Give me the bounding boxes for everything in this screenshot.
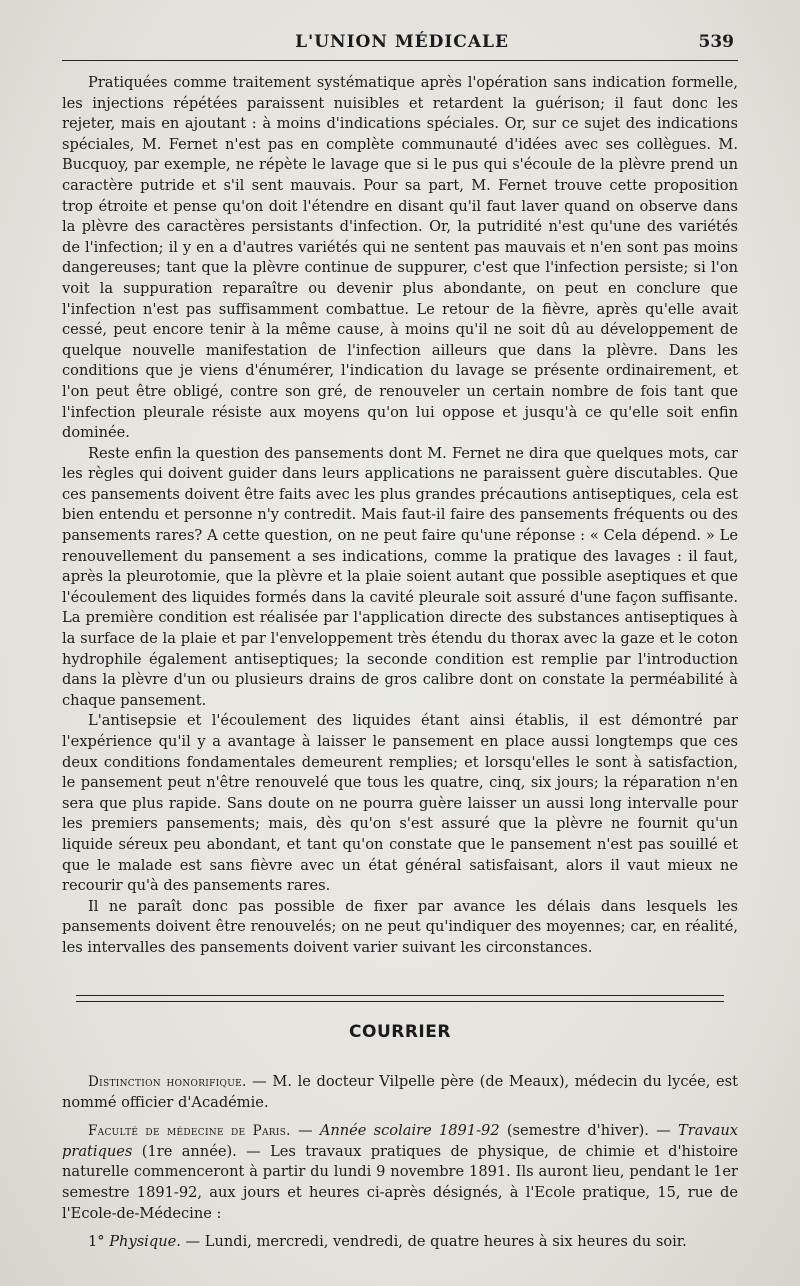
courrier-section <box>62 1072 738 1261</box>
list-number: 1° <box>88 1233 110 1251</box>
academic-year: Année scolaire 1891-92 <box>319 1122 500 1140</box>
courrier-text: — Lundi, mercredi, vendredi, de quatre heures à six heures du soir. <box>180 1233 687 1251</box>
courrier-text: — M. le docteur Vilpelle père (de Meaux), médecin du lycée, est nommé officier d'Académie. <box>62 1073 738 1111</box>
header-rule <box>62 60 738 61</box>
paragraph-antisepsie: L'antisepsie et l'écoulement des liquides étant ainsi établis, il est démontré par l'expérience qu'il y a avantage à laisser le pansement en place aussi longtemps que ces deux conditions fondamentales demeurent remplies; et lorsqu'elles le sont à satisfaction, le pansement peut n'être renouvelé que tous les quatre, cinq, six jours; la réparation n'en sera que plus rapide. Sans doute on ne pourra guère laisser un aussi long intervalle pour les premiers pansements; mais, dès qu'on s'est assuré que la plèvre ne fournit qu'un liquide séreux peu abondant, et tant qu'on constate que le pansement n'est pas souillé et que le malade est sans fièvre avec un état général satisfaisant, alors il vaut mieux ne recourir qu'à des pansements rares. <box>62 712 738 895</box>
journal-title: L'UNION MÉDICALE <box>295 32 509 52</box>
paragraph-lavage: Pratiquées comme traitement systématique après l'opération sans indication formelle, les injections répétées paraissent nuisibles et retardent la guérison; il faut donc les rejeter, mais en ajoutant : à moins d'indications spéciales. Or, sur ce sujet des indications spéciales, M. Fernet n'est pas en complète communauté d'idées avec ses collègues. M. Bucquoy, par exemple, ne répète le lavage que si le pus qui s'écoule de la plèvre prend un caractère putride et s'il sent mauvais. Pour sa part, M. Fernet trouve cette proposition trop étroite et pense qu'on doit l'étendre en disant qu'il faut laver quand on observe dans la plèvre des caractères persistants d'infection. Or, la putridité n'est qu'une des variétés de l'infection; il y en a d'autres variétés qui ne sentent pas mauvais et n'en sont pas moins dangereuses; tant que la plèvre continue de suppurer, c'est que l'infection persiste; si l'on voit la suppuration reparaître ou devenir plus abondante, on peut en conclure que l'infection n'est pas suffisamment combattue. Le retour de la fièvre, après qu'elle avait cessé, peut encore tenir à la même cause, à moins qu'il ne soit dû au développement de quelque nouvelle manifestation de l'infection ailleurs que dans la plèvre. Dans les conditions que je viens d'énumérer, l'indication du lavage se présente ordinairement, et l'on peut être obligé, contre son gré, de renouveler un certain nombre de fois tant que l'infection pleurale résiste aux moyens qu'on lui oppose et jusqu'à ce qu'elle soit enfin dominée. <box>62 74 738 442</box>
courrier-item-faculte <box>62 1121 738 1224</box>
paragraph-pansements: Reste enfin la question des pansements dont M. Fernet ne dira que quelques mots, car les règles qui doivent guider dans leurs applications ne paraissent guère discutables. Que ces pansements doivent être faits avec les plus grandes précautions antiseptiques, cela est bien entendu et personne n'y contredit. Mais faut-il faire des pansements fréquents ou des pansements rares? A cette question, on ne peut faire qu'une réponse : « Cela dépend. » Le renouvellement du pansement a ses indications, comme la pratique des lavages : il faut, après la pleurotomie, que la plèvre et la plaie soient autant que possible aseptiques et que l'écoulement des liquides formés dans la cavité pleurale soit assuré d'une façon suffisante. La première condition est réalisée par l'application directe des substances antiseptiques à la surface de la plaie et par l'enveloppement très étendu du thorax avec la gaze et le coton hydrophile également antiseptiques; la seconde condition est remplie par l'introduction dans la plèvre d'un ou plusieurs drains de gros calibre dont on constate la perméabilité à chaque pansement. <box>62 444 738 709</box>
courrier-item-physique <box>62 1232 738 1253</box>
semester-text: (semestre d'hiver). — <box>499 1122 678 1140</box>
courrier-dash: — <box>290 1122 320 1140</box>
subject-label: Physique. <box>109 1233 181 1251</box>
running-head <box>66 30 738 56</box>
courrier-item-distinction <box>62 1072 738 1113</box>
courrier-label: Faculté de médecine de Paris. <box>88 1123 291 1140</box>
paragraph-conclusion: Il ne paraît donc pas possible de fixer par avance les délais dans lesquels les pansements doivent être renouvelés; on ne peut qu'indiquer des moyennes; car, en réalité, les intervalles des pansements doivent varier suivant les circonstances. <box>62 897 738 956</box>
courrier-text: (1re année). — Les travaux pratiques de physique, de chimie et d'histoire naturelle commenceront à partir du lundi 9 novembre 1891. Ils auront lieu, pendant le 1er semestre 1891-92, aux jours et heures ci-après désignés, à l'Ecole pratique, 15, rue de l'Ecole-de-Médecine : <box>62 1142 738 1222</box>
travaux-label: Travaux pratiques <box>62 1122 738 1160</box>
page-number: 539 <box>698 32 734 52</box>
courrier-label: Distinction honorifique. <box>88 1074 247 1090</box>
article-body <box>62 73 738 959</box>
section-title: COURRIER <box>349 1022 451 1042</box>
section-divider <box>76 995 724 1002</box>
